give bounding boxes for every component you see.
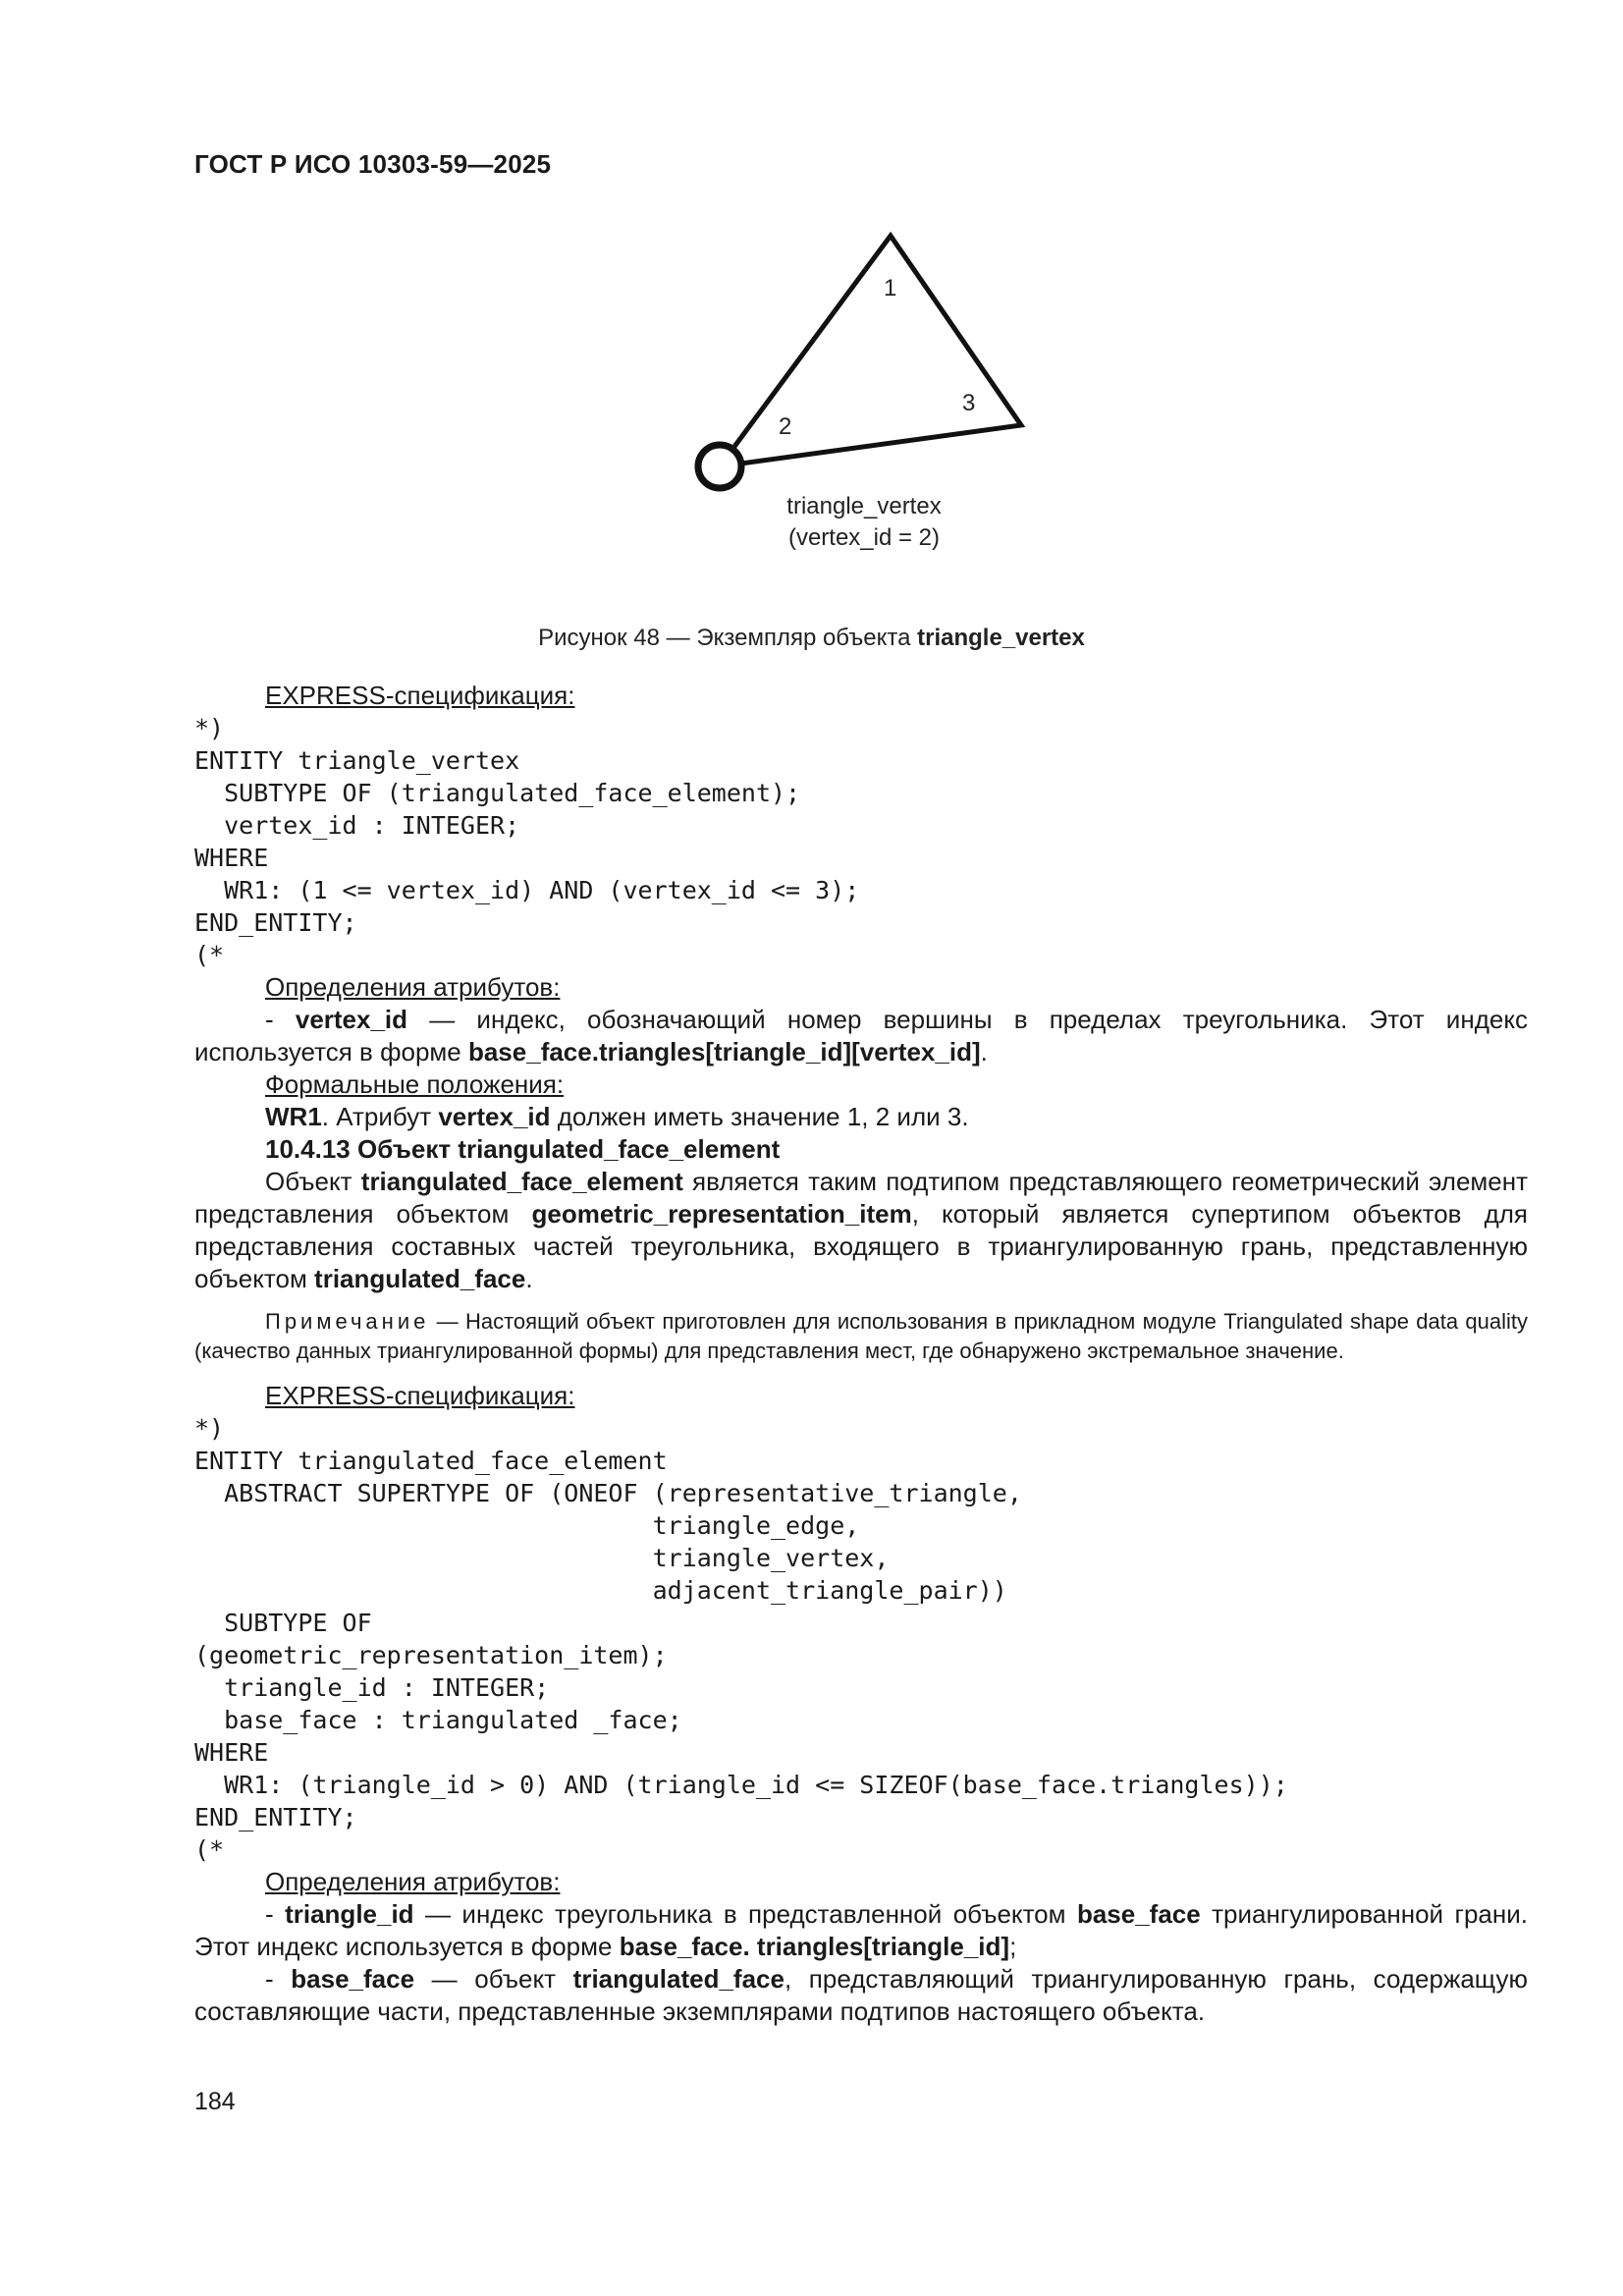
figure-caption-prefix: Рисунок 48 — Экземпляр объекта	[538, 625, 918, 651]
triangle-shape	[720, 236, 1021, 466]
attr-vertex-id-definition: - vertex_id — индекс, обозначающий номер вершины в пределах треугольника. Этот индекс используется в форме base_face.triangles[triangle_id][vertex_id].	[194, 1005, 1528, 1066]
figure-48	[0, 0, 1623, 589]
wr1-attr: vertex_id	[438, 1102, 551, 1131]
para-b3: triangulated_face	[314, 1264, 526, 1293]
edge-label-3: 3	[962, 390, 976, 416]
para-t1: Объект	[265, 1167, 361, 1196]
section-2-paragraph	[194, 1166, 1528, 1295]
para-t3: , который является супертипом объектов для представления составных частей треугольника, входящего в триангулированную грань, представленную объектом	[194, 1199, 1528, 1293]
para-b1: triangulated_face_element	[360, 1167, 683, 1196]
attr-vertex-id-end: .	[980, 1037, 988, 1066]
vertex-annotation-line2: (vertex_id = 2)	[787, 524, 941, 551]
page-number: 184	[194, 2088, 236, 2115]
vertex-marker-circle	[698, 445, 741, 488]
attr2-t1: — объект	[414, 1964, 573, 1994]
document-header: ГОСТ Р ИСО 10303-59—2025	[194, 149, 552, 179]
express-code-2: *) ENTITY triangulated_face_element ABSTRACT SUPERTYPE OF (ONEOF (representative_triangle, triangle_edge, triangle_vertex, adjacent_triangle_pair)) SUBTYPE OF (geometric_representation_item); triangle_id : INTEGER; base_face : triangulated _face; WHERE WR1: (triangle_id > 0) AND (triangle_id <= SIZEOF(base_face.triangles)); END_ENTITY; (*	[194, 1414, 1288, 1864]
attr1-t3: ;	[1009, 1932, 1017, 1961]
para-b2: geometric_representation_item	[531, 1199, 912, 1229]
formal-heading: Формальные положения:	[265, 1069, 565, 1099]
note-label: Примечание	[265, 1309, 430, 1334]
attr-triangle-id-definition: - triangle_id — индекс треугольника в представленной объектом base_face триангулированной грани. Этот индекс используется в форме base_face. triangles[triangle_id];	[194, 1899, 1529, 1961]
attr2-b1: triangulated_face	[572, 1964, 784, 1994]
attr-base-face-definition: - base_face — объект triangulated_face, представляющий триангулированную грань, содержащую составляющие части, представленные экземплярами подтипов настоящего объекта.	[194, 1964, 1528, 2026]
para-t4: .	[525, 1264, 533, 1293]
attr1-t2: триангулированной грани. Этот индекс используется в форме	[194, 1899, 1529, 1961]
section-triangle-vertex	[194, 680, 1528, 2028]
express-heading-2: EXPRESS-спецификация:	[265, 1381, 575, 1410]
note-paragraph	[194, 1307, 1528, 1366]
vertex-annotation	[687, 491, 1041, 554]
attr-vertex-id-form: base_face.triangles[triangle_id][vertex_id]	[467, 1037, 981, 1066]
attr2-name: base_face	[291, 1964, 415, 1994]
attr1-b2: base_face. triangles[triangle_id]	[619, 1932, 1010, 1961]
edge-label-2: 2	[779, 413, 792, 440]
express-heading-1: EXPRESS-спецификация:	[265, 681, 575, 710]
note-text: — Настоящий объект приготовлен для использования в прикладном модуле Triangulated shape data quality (качество данных триангулированной формы) для представления мест, где обнаружено экстремальное значение.	[194, 1309, 1528, 1363]
attr-vertex-id-name: vertex_id	[295, 1005, 408, 1034]
attr1-name: triangle_id	[285, 1899, 414, 1929]
wr1-name: WR1	[265, 1102, 322, 1131]
attr1-t1: — индекс треугольника в представленной объектом	[413, 1899, 1077, 1929]
figure-caption	[0, 625, 1623, 652]
attr-heading-2: Определения атрибутов:	[265, 1867, 561, 1896]
express-code-1: *) ENTITY triangle_vertex SUBTYPE OF (triangulated_face_element); vertex_id : INTEGER; WHERE WR1: (1 <= vertex_id) AND (vertex_id <= 3); END_ENTITY; (*	[194, 714, 860, 969]
para-t2: является таким подтипом представляющего геометрический элемент представления объектом	[194, 1167, 1528, 1229]
attr-heading-1: Определения атрибутов:	[265, 972, 561, 1002]
edge-label-1: 1	[884, 275, 897, 301]
attr2-t2: , представляющий триангулированную грань, содержащую составляющие части, представленные экземплярами подтипов настоящего объекта.	[194, 1964, 1528, 2026]
figure-caption-entity: triangle_vertex	[917, 625, 1085, 651]
attr-vertex-id-text: — индекс, обозначающий номер вершины в пределах треугольника. Этот индекс используется в форме	[194, 1005, 1528, 1066]
vertex-annotation-line1: triangle_vertex	[786, 493, 942, 519]
attr1-b1: base_face	[1076, 1899, 1201, 1929]
section-heading-10-4-13: 10.4.13 Объект triangulated_face_element	[265, 1134, 781, 1164]
wr1-rule	[194, 1101, 1528, 1133]
wr1-text1: . Атрибут	[321, 1102, 439, 1131]
wr1-text2: должен иметь значение 1, 2 или 3.	[550, 1102, 969, 1131]
